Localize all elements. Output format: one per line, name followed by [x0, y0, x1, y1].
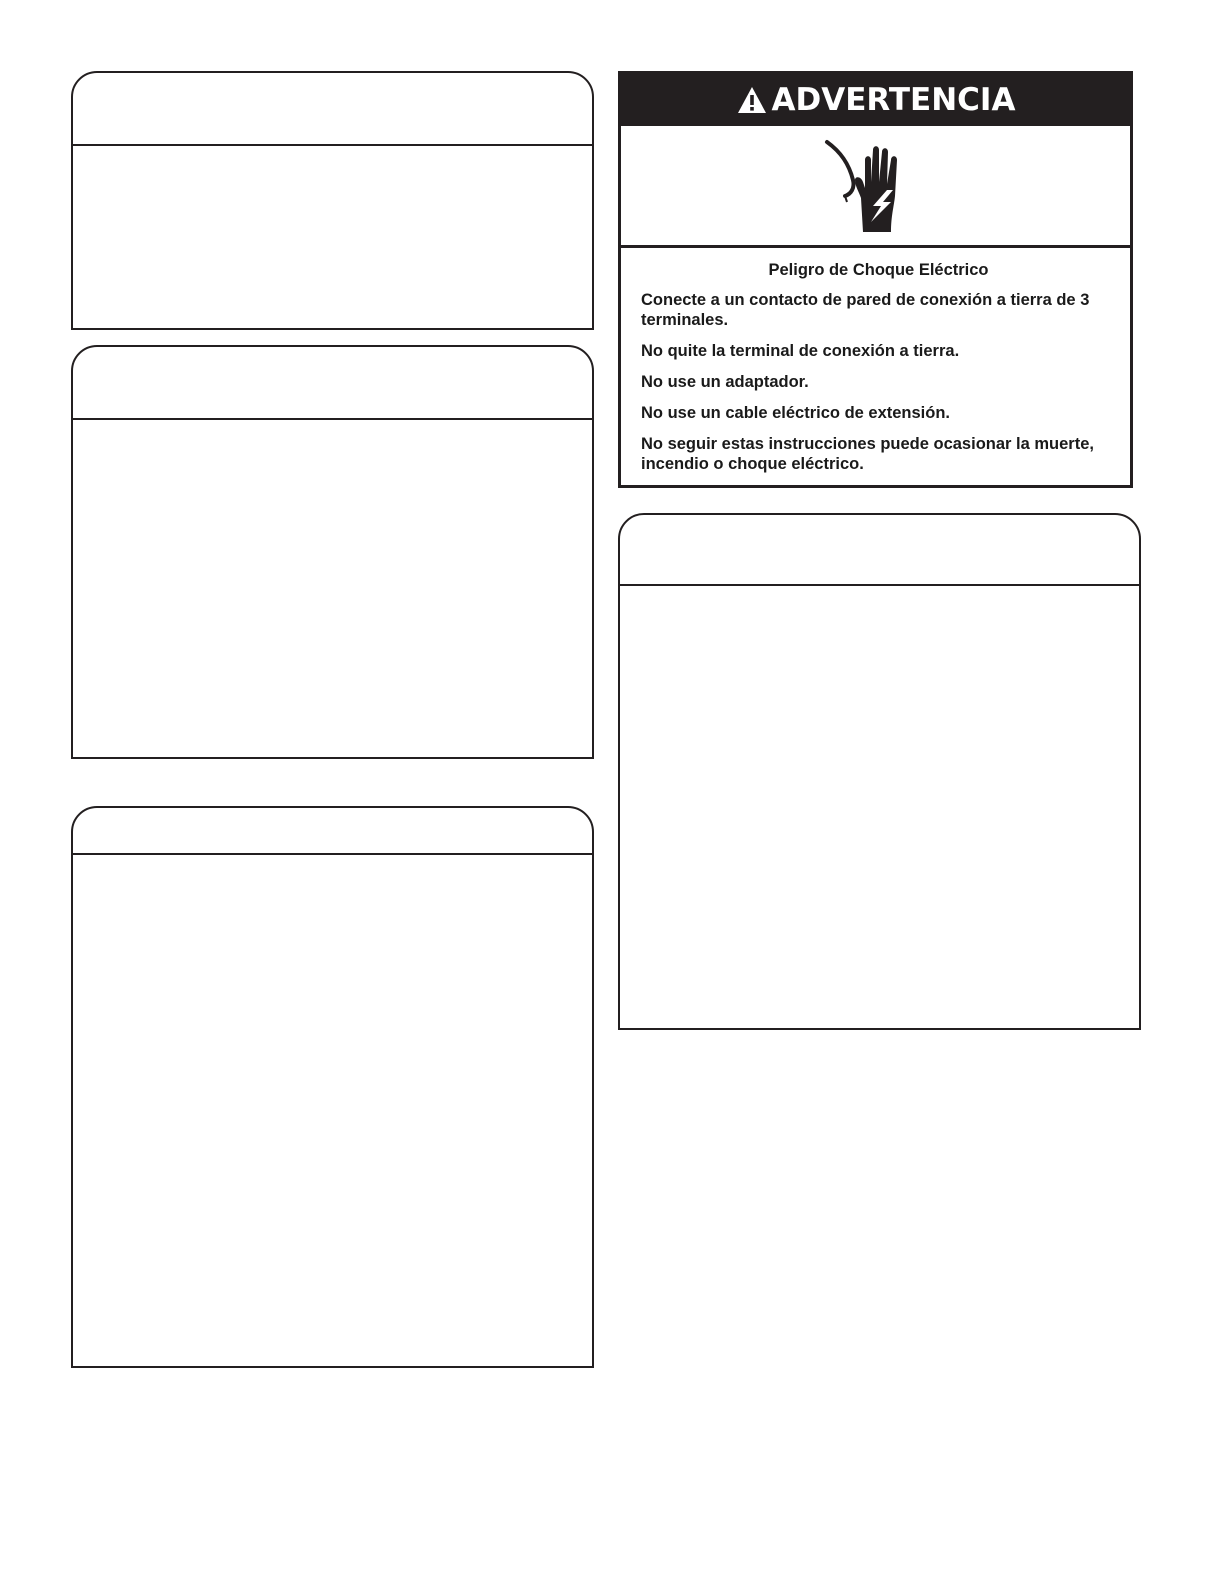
empty-section-box-4 — [618, 513, 1141, 1030]
warning-panel — [618, 71, 1133, 488]
section-header-4 — [620, 515, 1139, 586]
warning-title: ADVERTENCIA — [771, 82, 1016, 118]
alert-triangle-icon — [736, 85, 768, 115]
warning-header — [621, 74, 1130, 126]
section-header-2 — [73, 347, 592, 420]
warning-line-3: No use un adaptador. — [641, 373, 809, 391]
empty-section-box-1 — [71, 71, 594, 330]
empty-section-box-2 — [71, 345, 594, 759]
warning-line-2: No quite la terminal de conexión a tierra. — [641, 342, 960, 360]
section-header-1 — [73, 73, 592, 146]
warning-line-5: No seguir estas instrucciones puede ocasionar la muerte, incendio o choque eléctrico. — [641, 435, 1094, 473]
section-header-3 — [73, 808, 592, 855]
warning-body — [641, 260, 1116, 485]
hazard-symbol-area — [621, 126, 1130, 248]
hazard-title: Peligro de Choque Eléctrico — [768, 261, 989, 279]
empty-section-box-3 — [71, 806, 594, 1368]
warning-line-4: No use un cable eléctrico de extensión. — [641, 404, 951, 422]
warning-line-1: Conecte a un contacto de pared de conexión a tierra de 3 terminales. — [641, 291, 1090, 329]
